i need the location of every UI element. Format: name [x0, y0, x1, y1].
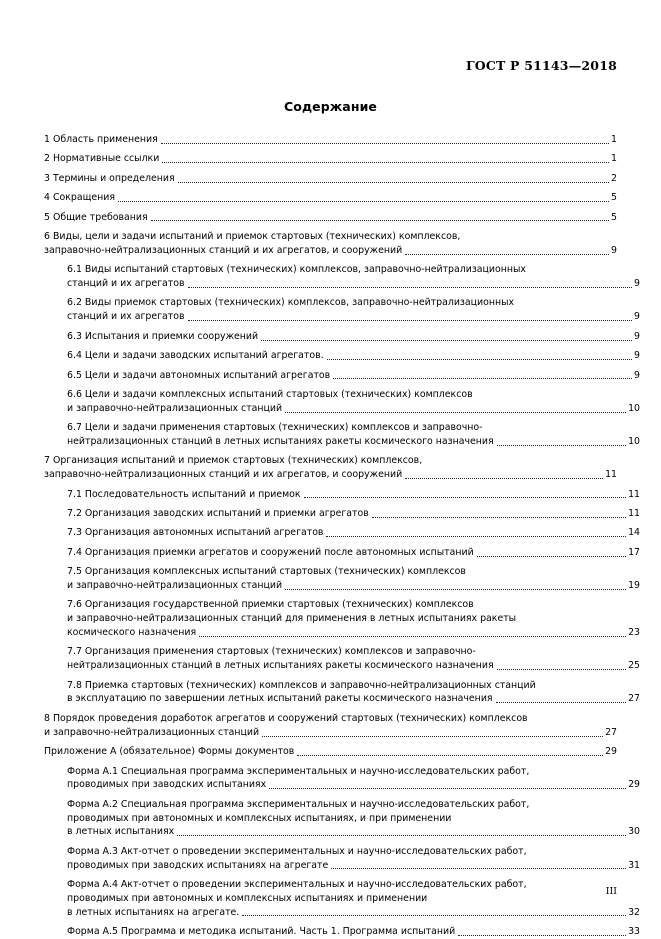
toc-entry-line: 8 Порядок проведения доработок агрегатов и сооружений стартовых (технических) комплексов: [44, 712, 528, 724]
toc-leader-dots: [304, 497, 626, 498]
toc-page-number: 29: [628, 779, 640, 791]
toc-entry-label: 7.4 Организация приемки агрегатов и сооружений после автономных испытаний: [67, 546, 474, 558]
toc-entry[interactable]: [44, 296, 640, 324]
toc-entry-label: 5 Общие требования: [44, 211, 148, 223]
toc-entry-line: 6.7 Цели и задачи применения стартовых (технических) комплексов и заправочно-: [67, 422, 483, 434]
toc-page-number: 11: [628, 488, 640, 500]
toc-page-number: 32: [628, 906, 640, 918]
toc-page-number: 1: [611, 134, 617, 145]
toc-leader-dots: [327, 359, 632, 360]
toc-page-number: 1: [611, 153, 617, 165]
toc-page-number: 9: [634, 278, 640, 290]
toc-entry-line: 6.1 Виды испытаний стартовых (технических) комплексов, заправочно-нейтрализационных: [67, 264, 526, 276]
toc-leader-dots: [331, 868, 625, 869]
toc-entry-line: 7.6 Организация государственной приемки стартовых (технических) комплексов: [67, 599, 474, 611]
toc-entry[interactable]: [44, 152, 617, 166]
toc-page-number: 14: [628, 527, 640, 539]
toc-entry[interactable]: [44, 798, 640, 839]
toc-page-number: 9: [611, 244, 617, 256]
toc-entry[interactable]: [44, 679, 640, 707]
toc-entry-label: нейтрализационных станций в летных испытаниях ракеты космического назначения: [67, 435, 494, 447]
toc-entry[interactable]: [44, 546, 640, 560]
toc-entry[interactable]: [44, 878, 640, 919]
toc-leader-dots: [177, 835, 625, 836]
toc-entry[interactable]: [44, 369, 640, 383]
toc-page-number: 27: [628, 693, 640, 705]
toc-entry-label: проводимых при заводских испытаниях на агрегате: [67, 859, 329, 871]
toc-page-number: 31: [628, 859, 640, 871]
toc-leader-dots: [242, 915, 625, 916]
toc-entry-label: 6.3 Испытания и приемки сооружений: [67, 330, 259, 342]
toc-entry[interactable]: [44, 211, 617, 225]
toc-entry-line: проводимых при автономных и комплексных испытаниях, и при применении: [67, 812, 452, 824]
toc-entry-line: 6.2 Виды приемок стартовых (технических) комплексов, заправочно-нейтрализационных: [67, 297, 515, 309]
toc-leader-dots: [118, 201, 608, 202]
toc-entry-label: 7.1 Последовательность испытаний и приемок: [67, 488, 301, 500]
toc-leader-dots: [477, 556, 626, 557]
toc-entry-label: 4 Сокращения: [44, 192, 116, 204]
toc-entry[interactable]: [44, 565, 640, 593]
toc-page-number: 9: [634, 311, 640, 323]
toc-entry-line: Форма А.3 Акт-отчет о проведении экспериментальных и научно-исследовательских работ,: [67, 845, 527, 857]
page-number-footer: III: [605, 886, 617, 897]
toc-entry-line: 7 Организация испытаний и приемок стартовых (технических) комплексов,: [44, 455, 423, 467]
toc-entry-label: Форма А.5 Программа и методика испытаний. Часть 1. Программа испытаний: [67, 926, 456, 937]
toc-page-number: 19: [628, 580, 640, 591]
toc-entry-label: заправочно-нейтрализационных станций и их агрегатов, и сооружений: [44, 244, 403, 256]
toc-entry[interactable]: [44, 349, 640, 363]
toc-page-number: 29: [605, 746, 617, 758]
toc-leader-dots: [405, 254, 608, 255]
toc-leader-dots: [199, 636, 625, 637]
toc-entry[interactable]: [44, 230, 617, 258]
toc-entry-label: и заправочно-нейтрализационных станций: [67, 580, 283, 591]
toc-entry[interactable]: [44, 388, 640, 416]
toc-page-number: 25: [628, 660, 640, 672]
toc-entry[interactable]: [44, 925, 640, 939]
toc-leader-dots: [269, 788, 625, 789]
toc-page-number: 10: [628, 435, 640, 447]
toc-leader-dots: [188, 320, 632, 321]
toc-entry-line: 7.8 Приемка стартовых (технических) комплексов и заправочно-нейтрализационных станций: [67, 679, 536, 691]
toc-entry-label: 1 Область применения: [44, 134, 158, 145]
toc-page-number: 27: [605, 726, 617, 738]
toc-page-number: 9: [634, 369, 640, 381]
toc-leader-dots: [405, 478, 602, 479]
toc-entry-label: в летных испытаниях на агрегате.: [67, 906, 240, 918]
toc-page-number: 30: [628, 826, 640, 838]
toc-leader-dots: [297, 755, 602, 756]
toc-leader-dots: [188, 287, 632, 288]
toc-entry[interactable]: [44, 507, 640, 521]
toc-entry-line: 6.6 Цели и задачи комплексных испытаний стартовых (технических) комплексов: [67, 388, 473, 400]
toc-leader-dots: [285, 589, 625, 590]
toc-entry-label: 6.5 Цели и задачи автономных испытаний агрегатов: [67, 369, 331, 381]
toc-entry-label: станций и их агрегатов: [67, 278, 185, 290]
toc-entry-label: 2 Нормативные ссылки: [44, 153, 160, 165]
toc-leader-dots: [262, 736, 602, 737]
standard-code-header: ГОСТ Р 51143—2018: [465, 58, 617, 73]
toc-entry-label: проводимых при заводских испытаниях: [67, 779, 267, 791]
toc-page-number: 2: [611, 172, 617, 184]
toc-page-number: 10: [628, 402, 640, 414]
toc-entry-label: 6.4 Цели и задачи заводских испытаний агрегатов.: [67, 350, 324, 362]
toc-page-number: 17: [628, 546, 640, 558]
toc-entry[interactable]: [44, 172, 617, 186]
toc-entry[interactable]: [44, 191, 617, 205]
toc-entry-line: 7.7 Организация применения стартовых (технических) комплексов и заправочно-: [67, 646, 476, 658]
toc-entry[interactable]: [44, 712, 617, 740]
toc-entry-label: в летных испытаниях: [67, 826, 175, 838]
toc-page-number: 33: [628, 926, 640, 937]
toc-entry-label: станций и их агрегатов: [67, 311, 185, 323]
toc-entry[interactable]: [44, 263, 640, 291]
toc-entry-label: и заправочно-нейтрализационных станций: [44, 726, 260, 738]
toc-page-number: 9: [634, 350, 640, 362]
toc-entry-label: и заправочно-нейтрализационных станций: [67, 402, 283, 414]
toc-leader-dots: [261, 340, 631, 341]
toc-entry[interactable]: [44, 488, 640, 502]
toc-entry-label: 7.3 Организация автономных испытаний агрегатов: [67, 527, 324, 539]
toc-entry-label: заправочно-нейтрализационных станций и их агрегатов, и сооружений: [44, 469, 403, 481]
toc-entry[interactable]: [44, 133, 617, 147]
toc-leader-dots: [326, 536, 625, 537]
toc-page-number: 23: [628, 627, 640, 639]
toc-leader-dots: [285, 412, 625, 413]
toc-page-number: 5: [611, 211, 617, 223]
toc-entry-line: и заправочно-нейтрализационных станций для применения в летных испытаниях ракеты: [67, 613, 517, 625]
toc-page-number: 11: [605, 469, 617, 481]
toc-leader-dots: [162, 162, 608, 163]
toc-entry-label: Приложение А (обязательное) Формы документов: [44, 746, 295, 758]
toc-entry-label: в эксплуатацию по завершении летных испытаний ракеты космического назначения: [67, 693, 493, 705]
toc-leader-dots: [497, 445, 626, 446]
toc-entry-label: 7.2 Организация заводских испытаний и приемки агрегатов: [67, 507, 369, 519]
toc-entry[interactable]: [44, 454, 617, 482]
toc-leader-dots: [497, 669, 626, 670]
toc-entry-line: Форма А.4 Акт-отчет о проведении экспериментальных и научно-исследовательских работ,: [67, 878, 527, 890]
toc-leader-dots: [333, 378, 631, 379]
page-title: Содержание: [283, 99, 378, 114]
toc-leader-dots: [178, 182, 609, 183]
toc-entry-label: 3 Термины и определения: [44, 172, 175, 184]
toc-leader-dots: [496, 702, 626, 703]
toc-entry[interactable]: [44, 330, 640, 344]
toc-entry[interactable]: [44, 421, 640, 449]
toc-entry-line: Форма А.2 Специальная программа экспериментальных и научно-исследовательских работ,: [67, 798, 530, 810]
table-of-contents: [44, 133, 640, 939]
toc-leader-dots: [151, 220, 609, 221]
toc-entry[interactable]: [44, 845, 640, 873]
toc-entry[interactable]: [44, 598, 640, 639]
toc-entry[interactable]: [44, 645, 640, 673]
toc-page-number: 5: [611, 192, 617, 204]
toc-leader-dots: [161, 143, 609, 144]
toc-entry[interactable]: [44, 765, 640, 793]
toc-entry[interactable]: [44, 526, 640, 540]
toc-entry-label: нейтрализационных станций в летных испытаниях ракеты космического назначения: [67, 660, 494, 672]
toc-entry[interactable]: [44, 745, 617, 759]
toc-entry-line: 6 Виды, цели и задачи испытаний и приемок стартовых (технических) комплексов,: [44, 231, 461, 243]
toc-page-number: 11: [628, 507, 640, 519]
toc-entry-label: космического назначения: [67, 627, 197, 639]
toc-leader-dots: [372, 517, 626, 518]
toc-entry-line: Форма А.1 Специальная программа экспериментальных и научно-исследовательских работ,: [67, 765, 530, 777]
toc-entry-line: 7.5 Организация комплексных испытаний стартовых (технических) комплексов: [67, 566, 466, 578]
toc-page-number: 9: [634, 330, 640, 342]
toc-entry-line: проводимых при автономных и комплексных испытаниях и применении: [67, 892, 428, 904]
